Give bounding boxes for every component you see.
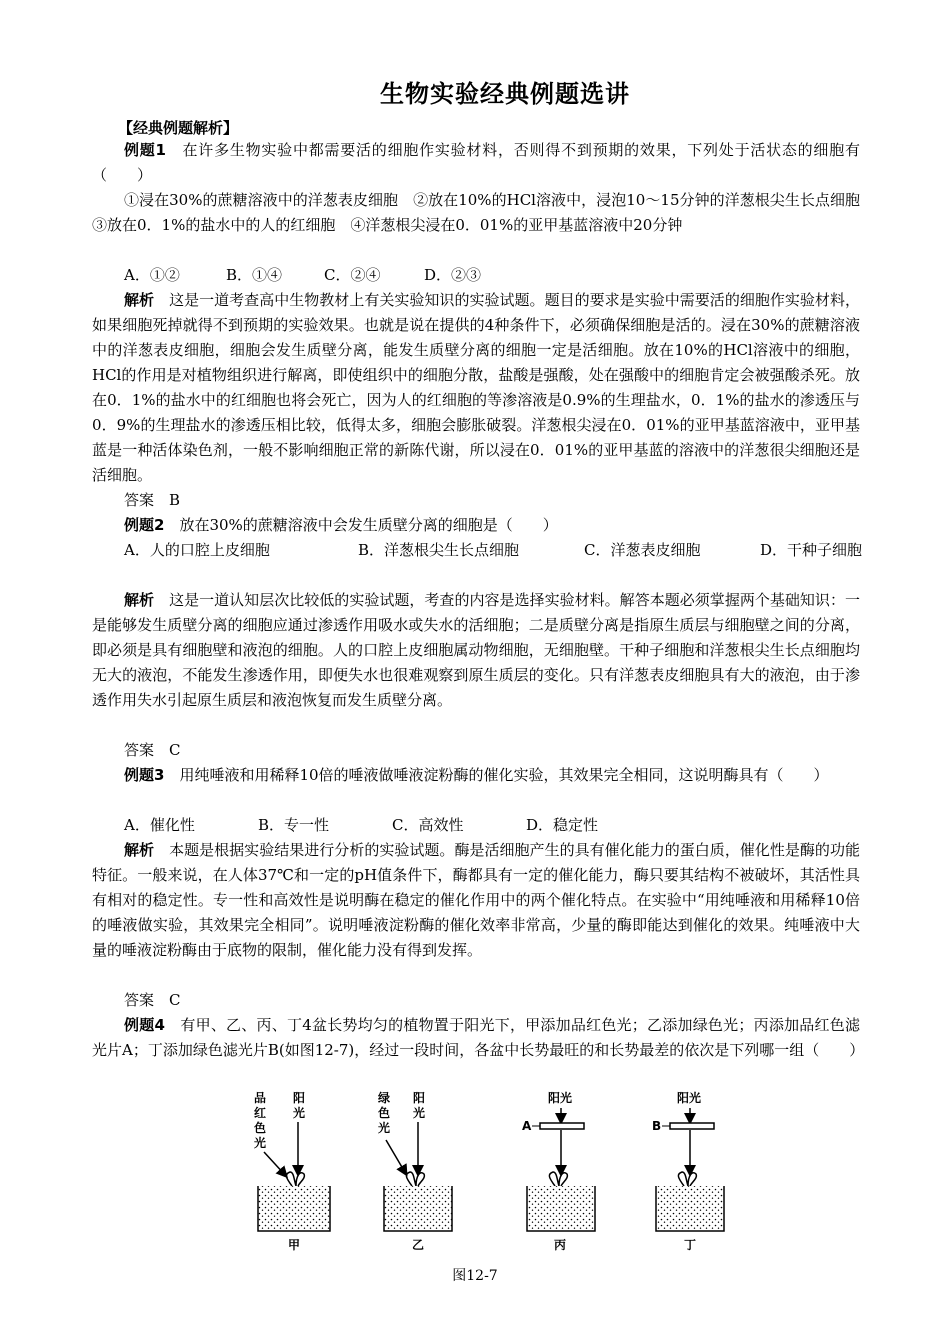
q1-option-d: D．②③ [424,266,482,284]
q3-answer: 答案 C [124,991,181,1009]
light-arrow [264,1152,286,1176]
pot-jia-top-label-2: 光 [293,1106,306,1120]
filter-b [670,1123,714,1129]
pot-ding-name: 丁 [684,1238,697,1252]
q3-option-c: C．高效性 [392,816,464,834]
light-arrow [386,1140,406,1174]
q2-analysis-label: 解析 [124,591,155,609]
q3-analysis: 解析 本题是根据实验结果进行分析的实验试题。酶是活细胞产生的具有催化能力的蛋白质，催化性是酶的功能特征。一般来说，在人体37℃和一定的pH值条件下，酶都具有一定的催化能力，酶只要其结构不被破坏，其活性具有相对的稳定性。专一性和高效性是说明酶在稳定的催化作用中的两个催化特点。在实验中“用纯唾液和用稀释10倍的唾液做实验，其效果完全相同”。说明唾液淀粉酶的催化效率非常高，少量的酶即能达到催化的效果。纯唾液中大量的唾液淀粉酶由于底物的限制，催化能力没有得到发挥。 [92,841,860,959]
filter-b-label: B [652,1119,662,1133]
pot-icon [384,1186,452,1231]
q2-stem: 例题2 放在30%的蔗糖溶液中会发生质壁分离的细胞是（ ） [124,516,558,534]
pot-yi-name: 乙 [412,1238,425,1252]
pot-jia-name: 甲 [288,1238,301,1252]
q2-label: 例题2 [124,516,165,534]
pot-jia-side-label-3: 色 [254,1121,267,1135]
plant-icon [286,1172,304,1186]
q2-option-b: B．洋葱根尖生长点细胞 [358,541,520,559]
page-title: 生物实验经典例题选讲 [380,80,630,108]
pot-jia [253,1091,330,1252]
q3-label: 例题3 [124,766,165,784]
q2-option-a: A．人的口腔上皮细胞 [124,541,270,559]
plant-icon [406,1172,424,1186]
pot-jia-top-label-1: 阳 [293,1091,306,1105]
pot-bing-name: 丙 [554,1238,567,1252]
pot-yi-top-label-2: 光 [413,1106,426,1120]
q2-option-d: D．干种子细胞 [760,541,863,559]
plant-icon [678,1172,696,1186]
q3-option-b: B．专一性 [258,816,330,834]
pot-ding [652,1090,724,1252]
figure-caption: 图12-7 [452,1268,498,1284]
filter-a-label: A [522,1119,532,1133]
q1-options [124,263,481,288]
pot-icon [656,1186,724,1231]
pot-icon [527,1186,595,1231]
q2-options [124,538,862,563]
pot-yi-side-label-1: 绿 [378,1091,391,1105]
q1-stem: 例题1 在许多生物实验中都需要活的细胞作实验材料，否则得不到预期的效果，下列处于活状态的细胞有（ ） [92,141,860,184]
pot-icon [258,1186,330,1231]
q3-analysis-label: 解析 [124,841,155,859]
q3-stem: 例题3 用纯唾液和用稀释10倍的唾液做唾液淀粉酶的催化实验，其效果完全相同，这说明酶具有（ ） [124,766,829,784]
q1-option-a: A．①② [124,266,180,284]
figure-12-7 [240,1086,740,1261]
section-heading: 【经典例题解析】 [118,119,239,137]
q3-option-d: D．稳定性 [526,816,599,834]
pot-bing-top-label: 阳光 [548,1091,573,1105]
q1-option-b: B．①④ [226,266,283,284]
pot-jia-side-label-1: 品 [254,1091,267,1105]
q1-analysis-label: 解析 [124,291,155,309]
q2-answer: 答案 C [124,741,181,759]
q3-options [124,813,598,838]
q2-option-c: C．洋葱表皮细胞 [584,541,701,559]
q1-answer: 答案 B [124,491,181,509]
q1-option-c: C．②④ [324,266,381,284]
pot-jia-side-label-4: 光 [254,1136,267,1150]
pot-bing [522,1090,595,1252]
q3-option-a: A．催化性 [124,816,195,834]
q1-analysis: 解析 这是一道考查高中生物教材上有关实验知识的实验试题。题目的要求是实验中需要活的细胞作实验材料，如果细胞死掉就得不到预期的实验效果。也就是说在提供的4种条件下，必须确保细胞是活的。浸在30%的蔗糖溶液中的洋葱表皮细胞，细胞会发生质壁分离，能发生质壁分离的细胞一定是活细胞。放在10%的HCl溶液中的细胞，HCl的作用是对植物组织进行解离，即使组织中的细胞分散，盐酸是强酸，处在强酸中的细胞肯定会被强酸杀死。放在0．1%的盐水中的红细胞也将会死亡，因为人的红细胞的等渗溶液是0.9%的生理盐水，0．1%的盐水的渗透压与0．9%的生理盐水的渗透压相比较，低得太多，细胞会膨胀破裂。洋葱根尖浸在0．01%的亚甲基蓝溶液中，亚甲基蓝是一种活体染色剂，一般不影响细胞正常的新陈代谢，所以浸在0．01%的亚甲基蓝的溶液中的洋葱很尖细胞还是活细胞。 [92,291,860,484]
pot-yi-top-label-1: 阳 [413,1091,426,1105]
q4-label: 例题4 [124,1016,165,1034]
q1-label: 例题1 [124,141,166,159]
pot-ding-top-label: 阳光 [677,1091,702,1105]
filter-a [540,1123,584,1129]
pot-yi-side-label-3: 光 [378,1121,391,1135]
pot-yi [377,1090,452,1252]
q4-stem: 例题4 有甲、乙、丙、丁4盆长势均匀的植物置于阳光下，甲添加品红色光；乙添加绿色光；丙添加品红色滤光片A；丁添加绿色滤光片B(如图12-7)，经过一段时间，各盆中长势最旺的和长势最差的依次是下列哪一组（ ） [92,1016,865,1059]
plant-icon [549,1172,567,1186]
pot-yi-side-label-2: 色 [378,1106,391,1120]
pot-jia-side-label-2: 红 [254,1106,267,1120]
q1-items: ①浸在30%的蔗糖溶液中的洋葱表皮细胞 ②放在10%的HCl溶液中，浸泡10～15分钟的洋葱根尖生长点细胞 ③放在0．1%的盐水中的人的红细胞 ④洋葱根尖浸在0．01%的亚甲基蓝溶液中20分钟 [92,191,876,234]
q2-analysis: 解析 这是一道认知层次比较低的实验试题，考查的内容是选择实验材料。解答本题必须掌握两个基础知识：一是能够发生质壁分离的细胞应通过渗透作用吸水或失水的活细胞；二是质壁分离是指原生质层与细胞壁之间的分离，即必须是具有细胞壁和液泡的细胞。人的口腔上皮细胞属动物细胞，无细胞壁。干种子细胞和洋葱根尖生长点细胞均无大的液泡，不能发生渗透作用，即便失水也很难观察到原生质层的变化。只有洋葱表皮细胞具有大的液泡，由于渗透作用失水引起原生质层和液泡恢复而发生质壁分离。 [92,591,860,709]
